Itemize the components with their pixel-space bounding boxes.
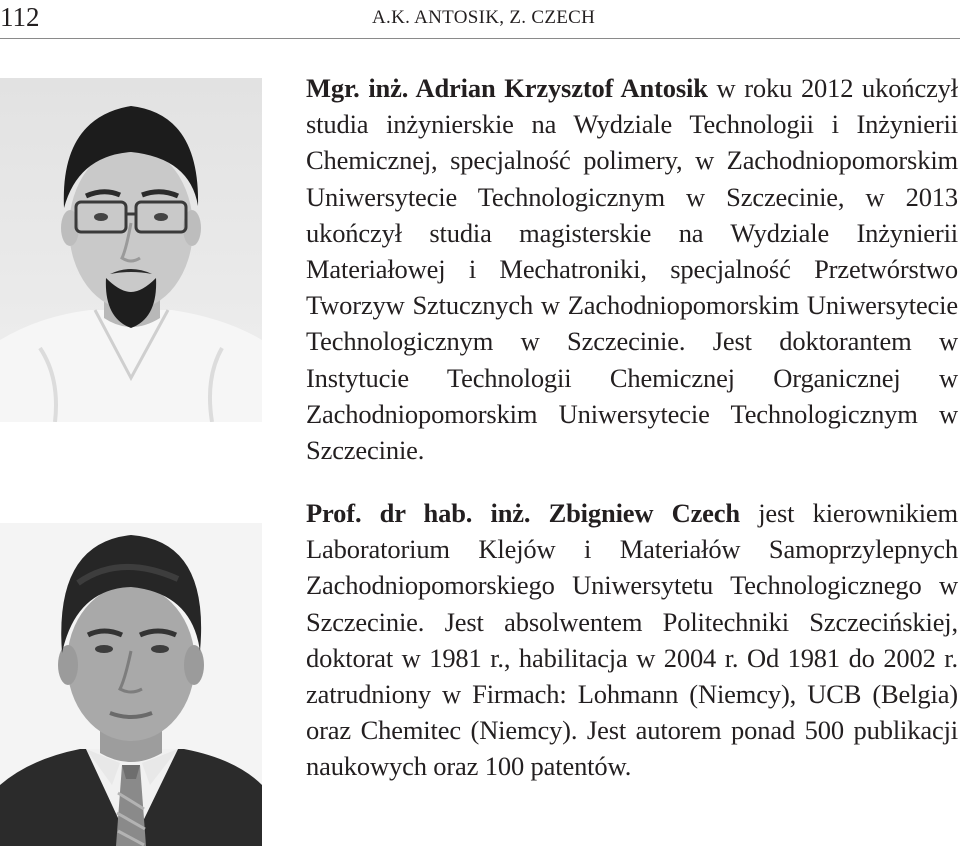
bio-name-antosik: Mgr. inż. Adrian Krzysztof Antosik [306, 73, 708, 103]
author-photo-czech [0, 523, 262, 846]
bio-name-czech: Prof. dr hab. inż. Zbigniew Czech [306, 498, 740, 528]
bio-czech [306, 495, 958, 785]
running-head: A.K. ANTOSIK, Z. CZECH [372, 7, 596, 28]
bio-antosik [306, 70, 958, 468]
page-number: 112 [0, 2, 40, 32]
author-photo-antosik [0, 78, 262, 422]
bio-text-czech: jest kierownikiem Laboratorium Klejów i Materiałów Samoprzylepnych Zachodniopomorskiego Uniwersytetu Technologicznego w Szczecinie. Jest absolwentem Politechniki Szczecińskiej, doktorat w 1981 r., habilitacja w 2004 r. Od 1981 do 2002 r. zatrudniony w Firmach: Lohmann (Niemcy), UCB (Belgia) oraz Chemitec (Niemcy). Jest autorem ponad 500 publikacji naukowych oraz 100 patentów. [306, 498, 958, 782]
bio-text-antosik: w roku 2012 ukończył studia inżynierskie na Wydziale Technologii i Inżynierii Chemicznej, specjalność polimery, w Zachodniopomorskim Uniwersytecie Technologicznym w Szczecinie, w 2013 ukończył studia magisterskie na Wydziale Inżynierii Materiałowej i Mechatroniki, specjalność Przetwórstwo Tworzyw Sztucznych w Zachodniopomorskim Uniwersytecie Technologicznym w Szczecinie. Jest doktorantem w Instytucie Technologii Chemicznej Organicznej w Zachodniopomorskim Uniwersytecie Technologicznym w Szczecinie. [306, 73, 958, 466]
page-header [0, 0, 960, 40]
header-rule [0, 38, 960, 39]
portrait-czech-graphic [0, 523, 262, 846]
portrait-antosik-graphic [0, 78, 262, 422]
